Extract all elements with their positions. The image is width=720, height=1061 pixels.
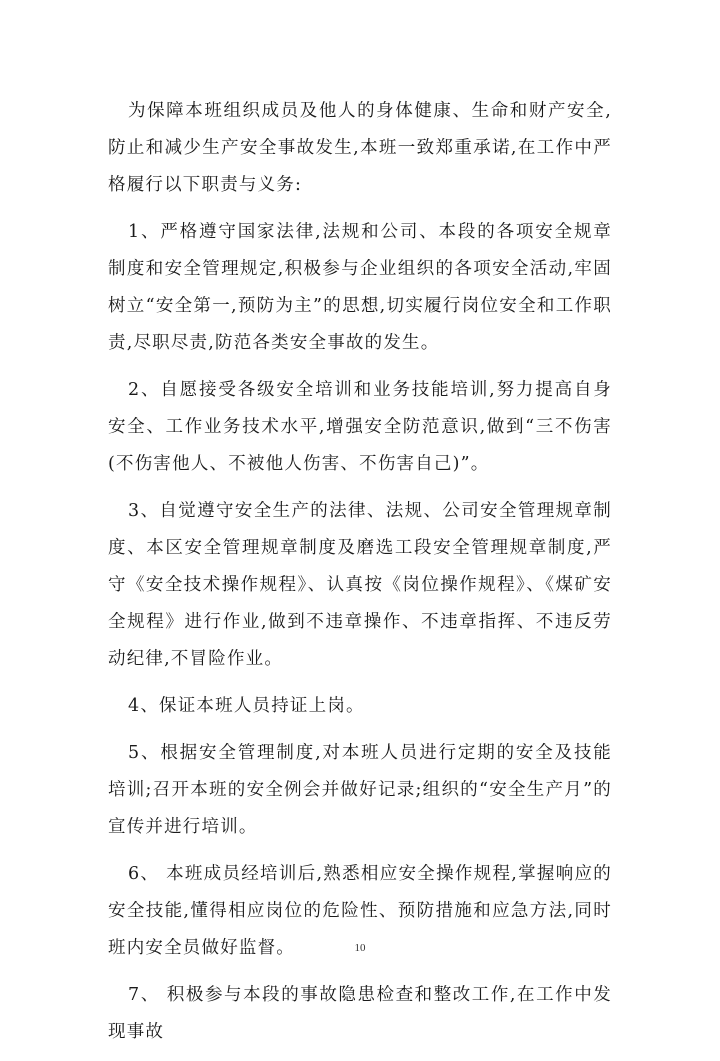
document-body — [108, 93, 612, 1061]
duty-item-1: 1、严格遵守国家法律,法规和公司、本段的各项安全规章制度和安全管理规定,积极参与企业组织的各项安全活动,牢固树立“安全第一,预防为主”的思想,切实履行岗位安全和工作职责,尽职尽责,防范各类安全事故的发生。 — [108, 222, 612, 353]
duty-item-2: 2、自愿接受各级安全培训和业务技能培训,努力提高自身安全、工作业务技术水平,增强安全防范意识,做到“三不伤害(不伤害他人、不被他人伤害、不伤害自己)”。 — [108, 380, 612, 474]
duty-item-3: 3、自觉遵守安全生产的法律、法规、公司安全管理规章制度、本区安全管理规章制度及磨选工段安全管理规章制度,严守《安全技术操作规程》、认真按《岗位操作规程》、《煤矿安全规程》进行作业,做到不违章操作、不违章指挥、不违反劳动纪律,不冒险作业。 — [108, 501, 612, 669]
intro-paragraph: 为保障本班组织成员及他人的身体健康、生命和财产安全,防止和减少生产安全事故发生,本班一致郑重承诺,在工作中严格履行以下职责与义务: — [108, 101, 612, 195]
page-number: 10 — [354, 942, 366, 954]
duty-item-4: 4、保证本班人员持证上岗。 — [128, 696, 365, 716]
duty-item-6: 6、 本班成员经培训后,熟悉相应安全操作规程,掌握响应的安全技能,懂得相应岗位的危险性、预防措施和应急方法,同时班内安全员做好监督。 — [108, 864, 612, 958]
duty-item-7: 7、 积极参与本段的事故隐患检查和整改工作,在工作中发现事故 — [108, 985, 612, 1042]
duty-item-5: 5、根据安全管理制度,对本班人员进行定期的安全及技能培训;召开本班的安全例会并做好记录;组织的“安全生产月”的宣传并进行培训。 — [108, 743, 612, 837]
